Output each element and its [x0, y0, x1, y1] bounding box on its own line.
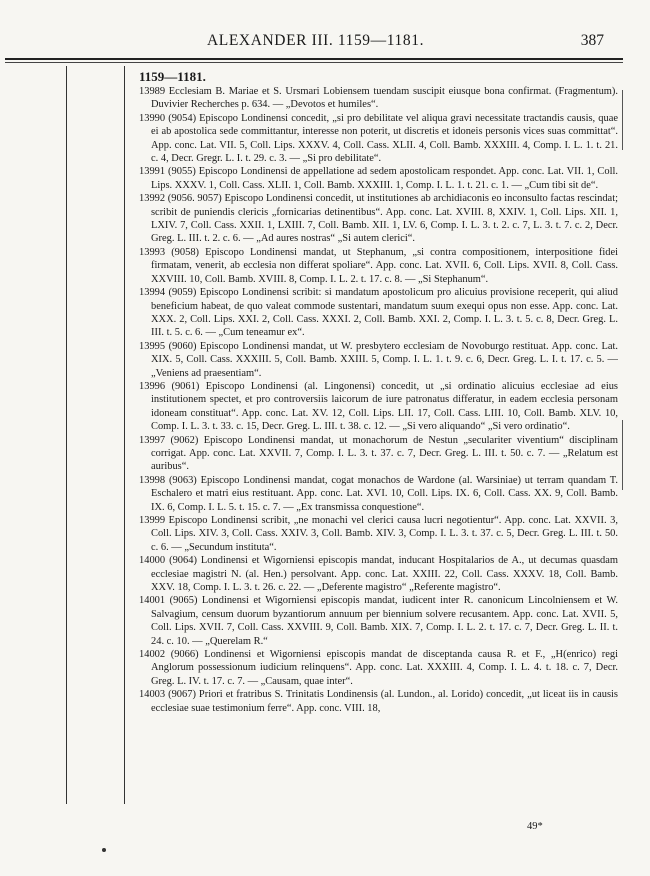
margin-mark — [622, 90, 623, 150]
regest-entry: 13993 (9058) Episcopo Londinensi mandat, ut Stephanum, „si contra compositionem, interpositione fidei firmatam, venerit, ab ecclesia non differat spoliare“. App. conc. Lat. XVII. 6, Coll. Lips. XVII. 8, Coll. Cass. XXVIII. 10, Coll. Bamb. XVIII. 8, Comp. I. L. 2. t. 17. c. 8. — „Si Stephanum“. — [139, 246, 618, 285]
regest-entry: 14002 (9066) Londinensi et Wigorniensi episcopis mandat de disceptanda causa R. et F., „H(enrico) regi Anglorum possessionum iudicium relinquens“. App. conc. Lat. XXXIII. 4, Comp. I. L. 4. t. 18. c. 7, Decr. Greg. L. IV. t. 17. c. 7. — „Causam, quae inter“. — [139, 649, 618, 687]
page-number: 387 — [580, 32, 604, 49]
regest-entry: 13998 (9063) Episcopo Londinensi mandat, cogat monachos de Wardone (al. Warsiniae) ut terram quandam T. Eschalero et matri eius restituant. App. conc. Lat. XVI. 10, Coll. Lips. IX. 6, Coll. Cass. XX. 9, Coll. Bamb. IX. 6, Comp. I. L. 5. t. 15. c. 7. — „Ex transmissa conquestione“. — [139, 474, 618, 513]
running-title: ALEXANDER III. 1159—1181. — [207, 32, 425, 49]
margin-rule-outer — [66, 66, 67, 804]
regest-entry: 13990 (9054) Episcopo Londinensi concedit, „si pro debilitate vel aliqua gravi necessitate tractandis causis, quae ei ab apostolica sede committantur, interesse non poterit, ut discretis et idoneis personis vices suas committat“. App. conc. Lat. VII. 5, Coll. Lips. XXXV. 4, Coll. Cass. XLII. 4, Coll. Bamb. XXXIII. 4, Comp. I. L. 1. t. 21. c. 4, Decr. Gregr. L. I. t. 29. c. 3. — „Si pro debilitate“. — [139, 112, 618, 165]
regest-entry: 13997 (9062) Episcopo Londinensi mandat, ut monachorum de Nestun „seculariter viventium“ disciplinam corrigat. App. conc. Lat. XXVII. 7, Comp. I. L. 3. t. 37. c. 7, Decr. Greg. L. III. t. 50. c. 7. — „Relatum est auribus“. — [139, 434, 618, 473]
regest-entry: 13994 (9059) Episcopo Londinensi scribit: si mandatum apostolicum pro alicuius provisione receperit, qui aliud beneficium habeat, de quo valeat commode sustentari, mandatum suum exequi opus non esse. App. conc. Lat. XXX. 2, Coll. Lips. XXI. 2, Coll. Cass. XXXI. 2, Coll. Bamb. XXI. 2, Comp. I. L. 3. t. 5. c. 8, Decr. Greg. L. III. t. 5. c. 6. — „Cum teneamur ex“. — [139, 287, 618, 339]
header-rule-thin — [5, 62, 623, 63]
margin-rule-inner — [124, 66, 125, 804]
header-rule-thick — [5, 58, 623, 60]
running-header — [57, 32, 606, 52]
margin-mark — [622, 420, 623, 490]
regest-entry: 14000 (9064) Londinensi et Wigorniensi episcopis mandat, inducant Hospitalarios de A., ut decumas quasdam ecclesiae magistri N. (al. Hen.) persolvant. App. conc. Lat. XXIII. 22, Coll. Cass. XXXV. 18, Coll. Bamb. XXV. 18, Comp. I. L. 3. t. 26. c. 22. — „Deferente magistro“ „Referente magistro“. — [139, 555, 618, 594]
regest-entry: 14001 (9065) Londinensi et Wigorniensi episcopis mandat, iudicent inter R. canonicum Lincolniensem et W. Salvagium, censum duorum byzantiorum annuum per biennium solvere recusantem. App. conc. Lat. XVII. 5, Coll. Lips. XVII. 7, Coll. Cass. XXVIII. 9, Coll. Bamb. XIX. 7, Comp. I. L. 2. t. 17. c. 7, Decr. Greg. L. II. t. 24. c. 10. — „Querelam R.“ — [139, 595, 618, 647]
regest-entry: 13999 Episcopo Londinensi scribit, „ne monachi vel clerici causa lucri negotientur“. App. conc. Lat. XXVII. 3, Coll. Lips. XIV. 3, Coll. Cass. XXIV. 3, Coll. Bamb. XIV. 3, Comp. I. L. 3. t. 37. c. 5, Decr. Greg. L. III. t. 50. c. 6. — „Secundum instituta“. — [139, 515, 618, 553]
regest-entry: 13991 (9055) Episcopo Londinensi de appellatione ad sedem apostolicam respondet. App. conc. Lat. VII. 1, Coll. Lips. XXXV. 1, Coll. Cass. XLII. 1, Coll. Bamb. XXXIII. 1, Comp. I. L. 1. t. 21. c. 1. — „Cum tibi sit de“. — [139, 166, 618, 191]
regest-entry: 13996 (9061) Episcopo Londinensi (al. Lingonensi) concedit, ut „si ordinatio alicuius ecclesiae ad eius institutionem spectet, et pro controversiis laicorum de iure patronatus differatur, in eadem ecclesia personam idoneam constituat“. App. conc. Lat. XV. 12, Coll. Lips. LII. 17, Coll. Cass. LIII. 10, Coll. Bamb. XLV. 10, Comp. I. L. 3. t. 33. c. 15, Decr. Greg. L. III. t. 38. c. 12. — „Si vero aliquando“ „Si vero ordinatio“. — [139, 380, 618, 433]
regesta-column — [139, 69, 618, 715]
regest-entry: 13992 (9056. 9057) Episcopo Londinensi concedit, ut institutiones ab archidiaconis eo inconsulto factas rescindat; scribit de puniendis clericis „fornicarias detinentibus“. App. conc. Lat. XVIII. 8, XXIV. 1, Coll. Lips. XII. 1, LXIV. 7, Coll. Cass. XXII. 1, LXIII. 7, Coll. Bamb. XII. 1, LV. 6, Comp. I. L. 3. t. 2. c. 7, L. 3. t. 7. c. 2, Decr. Greg. L. III. t. 2. c. 6. — „Ad aures nostras“ „Si autem clerici“. — [139, 193, 618, 245]
section-heading: 1159—1181. — [139, 69, 206, 84]
regest-entry: 13995 (9060) Episcopo Londinensi mandat, ut W. presbytero ecclesiam de Novoburgo restituat. App. conc. Lat. XIX. 5, Coll. Cass. XXXIII. 5, Coll. Bamb. XXIII. 5, Comp. I. L. 1. t. 9. c. 6, Decr. Greg. L. I. t. 17. c. 5. — „Veniens ad praesentiam“. — [139, 340, 618, 379]
regest-entry: 13989 Ecclesiam B. Mariae et S. Ursmari Lobiensem tuendam suscipit eiusque bona confirmat. (Fragmentum). Duvivier Recherches p. 634. — „Devotos et humiles“. — [139, 86, 618, 111]
regest-entry: 14003 (9067) Priori et fratribus S. Trinitatis Londinensis (al. Lundon., al. Lorido) concedit, „ut liceat iis in causis ecclesiae suae testimonium ferre“. App. conc. VIII. 18, — [139, 689, 618, 714]
margin-dot — [102, 848, 106, 852]
signature-mark: 49* — [527, 821, 543, 832]
